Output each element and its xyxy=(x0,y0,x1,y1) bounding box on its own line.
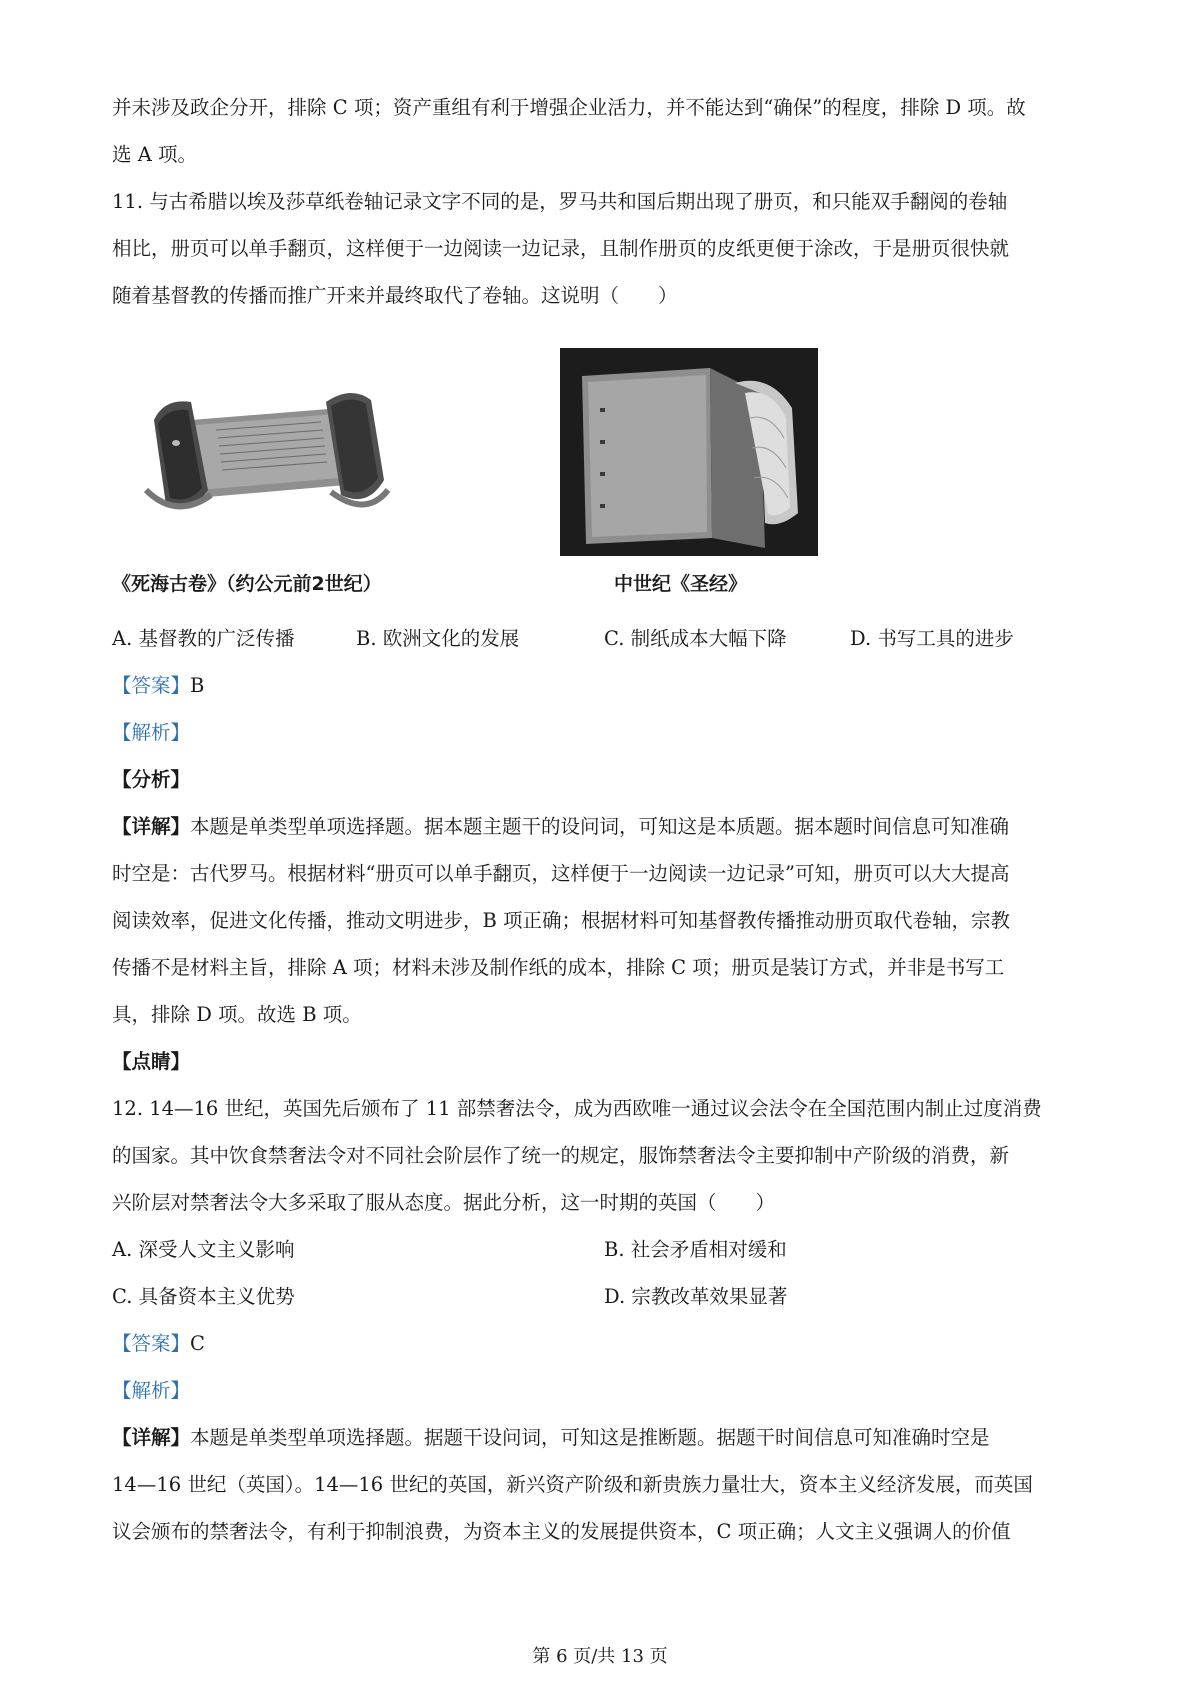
analysis-label: 【解析】 xyxy=(112,721,191,744)
scroll-caption: 《死海古卷》（约公元前2世纪） xyxy=(112,573,382,595)
text-line: 并未涉及政企分开，排除 C 项；资产重组有利于增强企业活力，并不能达到“确保”的程度，排除 D 项。故 xyxy=(112,96,1026,119)
q12-detail: 议会颁布的禁奢法令，有利于抑制浪费，为资本主义的发展提供资本，C 项正确；人文主义强调人的价值 xyxy=(112,1520,1011,1543)
q11-detail xyxy=(112,812,1104,842)
q12-option-b: B. 社会矛盾相对缓和 xyxy=(604,1238,787,1261)
q11-detail: 传播不是材料主旨，排除 A 项；材料未涉及制作纸的成本，排除 C 项；册页是装订方式，并非是书写工 xyxy=(112,956,1005,979)
question-12-stem: 兴阶层对禁奢法令大多采取了服从态度。据此分析，这一时期的英国（ ） xyxy=(112,1191,776,1214)
analysis-label: 【解析】 xyxy=(112,1379,191,1402)
q12-option-c: C. 具备资本主义优势 xyxy=(112,1285,295,1308)
question-11-stem: 相比，册页可以单手翻页，这样便于一边阅读一边记录，且制作册页的皮纸更便于涂改，于是册页很快就 xyxy=(112,237,1010,260)
q12-option-a: A. 深受人文主义影响 xyxy=(112,1238,295,1261)
codex-caption: 中世纪《圣经》 xyxy=(614,573,748,595)
q11-detail: 具，排除 D 项。故选 B 项。 xyxy=(112,1003,362,1026)
q12-answer xyxy=(112,1329,1104,1359)
dead-sea-scroll-image xyxy=(136,380,396,520)
q11-option-d: D. 书写工具的进步 xyxy=(850,627,1014,650)
answer-value: C xyxy=(190,1332,205,1355)
question-12-stem: 12. 14—16 世纪，英国先后颁布了 11 部禁奢法令，成为西欧唯一通过议会法令在全国范围内制止过度消费 xyxy=(112,1097,1042,1120)
answer-label: 【答案】 xyxy=(112,674,191,697)
text-line: 选 A 项。 xyxy=(112,143,197,166)
q11-option-c: C. 制纸成本大幅下降 xyxy=(604,627,787,650)
q12-detail: 14—16 世纪（英国）。14—16 世纪的英国，新兴资产阶级和新贵族力量壮大，资本主义经济发展，而英国 xyxy=(112,1473,1033,1496)
detail-text: 本题是单类型单项选择题。据题干设问词，可知这是推断题。据题干时间信息可知准确时空是 xyxy=(190,1426,990,1449)
question-11-stem: 11. 与古希腊以埃及莎草纸卷轴记录文字不同的是，罗马共和国后期出现了册页，和只能双手翻阅的卷轴 xyxy=(112,190,1008,213)
answer-value: B xyxy=(190,674,205,697)
q11-option-b: B. 欧洲文化的发展 xyxy=(356,627,520,650)
detail-text: 本题是单类型单项选择题。据本题主题干的设问词，可知这是本质题。据本题时间信息可知准确 xyxy=(190,815,1010,838)
detail-label: 【详解】 xyxy=(112,1426,191,1449)
question-12-stem: 的国家。其中饮食禁奢法令对不同社会阶层作了统一的规定，服饰禁奢法令主要抑制中产阶级的消费，新 xyxy=(112,1144,1010,1167)
q11-detail: 时空是：古代罗马。根据材料“册页可以单手翻页，这样便于一边阅读一边记录”可知，册页可以大大提高 xyxy=(112,862,1010,885)
q11-detail: 阅读效率，促进文化传播，推动文明进步，B 项正确；根据材料可知基督教传播推动册页取代卷轴，宗教 xyxy=(112,909,1011,932)
page-number: 第 6 页/共 13 页 xyxy=(532,1646,668,1667)
medieval-bible-image xyxy=(560,348,818,556)
q12-option-d: D. 宗教改革效果显著 xyxy=(604,1285,788,1308)
answer-label: 【答案】 xyxy=(112,1332,191,1355)
q11-answer xyxy=(112,671,1104,701)
detail-label: 【详解】 xyxy=(112,815,191,838)
dianjing-label: 【点睛】 xyxy=(112,1050,191,1073)
fenxi-label: 【分析】 xyxy=(112,768,191,791)
question-11-stem: 随着基督教的传播而推广开来并最终取代了卷轴。这说明（ ） xyxy=(112,284,678,307)
q12-detail xyxy=(112,1423,1104,1453)
q11-option-a: A. 基督教的广泛传播 xyxy=(112,627,295,650)
